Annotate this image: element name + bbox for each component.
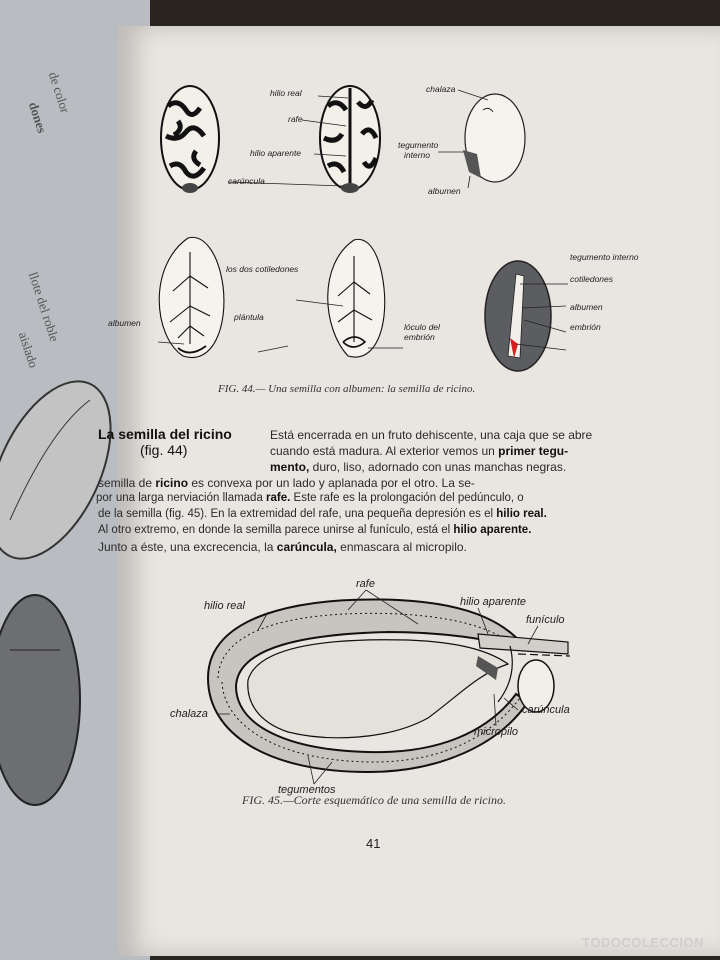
left-fragment: llote del roble bbox=[25, 270, 63, 344]
label-rafe-45: rafe bbox=[356, 578, 375, 590]
fig44-caption: FIG. 44.— Una semilla con albumen: la semilla de ricino. bbox=[218, 383, 476, 395]
seed-embryo-view bbox=[328, 239, 385, 357]
label-embrion-right: embrión bbox=[570, 322, 601, 332]
label-albumen-right: albumen bbox=[570, 302, 603, 312]
watermark: TODOCOLECCION bbox=[582, 935, 704, 950]
label-caruncula: carúncula bbox=[228, 176, 265, 186]
label-caruncula-45: carúncula bbox=[522, 704, 570, 716]
fig44-drawings bbox=[118, 26, 720, 956]
seed-exterior-back bbox=[320, 86, 380, 193]
label-hilio-real: hilio real bbox=[270, 88, 302, 98]
body-line: semilla de ricino es convexa por un lado y aplanada por el otro. La se- bbox=[98, 476, 475, 490]
body-line: Está encerrada en un fruto dehiscente, una caja que se abre bbox=[270, 428, 593, 442]
label-micropilo-45: micropilo bbox=[474, 726, 519, 738]
book-page bbox=[96, 26, 720, 956]
label-chalaza: chalaza bbox=[426, 84, 456, 94]
label-tegumento-interno: tegumento interno bbox=[570, 252, 639, 262]
label-hilio-real-45: hilio real bbox=[204, 600, 245, 612]
label-hilio-aparente-45: hilio aparente bbox=[460, 596, 527, 608]
label-rafe: rafe bbox=[288, 114, 303, 124]
label-funiculo-45: funículo bbox=[526, 614, 565, 626]
body-line: Al otro extremo, en donde la semilla parece unirse al funículo, está el hilio aparente. bbox=[98, 524, 532, 536]
seed-section-view bbox=[485, 261, 551, 371]
label-albumen-left: albumen bbox=[108, 318, 141, 328]
label-embrion: embrión bbox=[404, 332, 435, 342]
fig45-cross-section bbox=[208, 600, 570, 772]
left-fragment: dones bbox=[25, 100, 50, 135]
body-line: de la semilla (fig. 45). En la extremidad del rafe, una pequeña depresión es el hilio real. bbox=[98, 508, 547, 520]
label-tegumentos-45: tegumentos bbox=[278, 784, 336, 796]
label-los-dos-cotiledones: los dos cotiledones bbox=[226, 264, 299, 274]
label-loculo: lóculo del bbox=[404, 322, 440, 332]
left-fragment: de color bbox=[45, 70, 74, 115]
body-line: Junto a éste, una excrecencia, la carúncula, enmascara al micropilo. bbox=[98, 540, 467, 554]
seed-cotyledon-view bbox=[159, 237, 224, 357]
left-fragment: aislado bbox=[15, 330, 42, 370]
seed-chalaza bbox=[463, 94, 525, 182]
body-line: mento, duro, liso, adornado con unas manchas negras. bbox=[270, 460, 567, 474]
body-line: cuando está madura. Al exterior vemos un primer tegu- bbox=[270, 444, 569, 458]
label-hilio-aparente: hilio aparente bbox=[250, 148, 302, 158]
body-line: por una larga nerviación llamada rafe. Este rafe es la prolongación del pedúnculo, o bbox=[96, 492, 524, 504]
seed-exterior-front bbox=[161, 86, 219, 193]
label-tegumento: tegumento bbox=[398, 140, 439, 150]
section-title: La semilla del ricino bbox=[98, 426, 232, 442]
label-cotiledones: cotiledones bbox=[570, 274, 614, 284]
fig45-caption: FIG. 45.—Corte esquemático de una semilla de ricino. bbox=[242, 793, 506, 807]
section-subtitle: (fig. 44) bbox=[140, 442, 188, 458]
page-number: 41 bbox=[366, 836, 381, 851]
label-interno: interno bbox=[404, 150, 430, 160]
label-plantula: plántula bbox=[234, 312, 264, 322]
label-albumen: albumen bbox=[428, 186, 461, 196]
label-chalaza-45: chalaza bbox=[170, 708, 208, 720]
